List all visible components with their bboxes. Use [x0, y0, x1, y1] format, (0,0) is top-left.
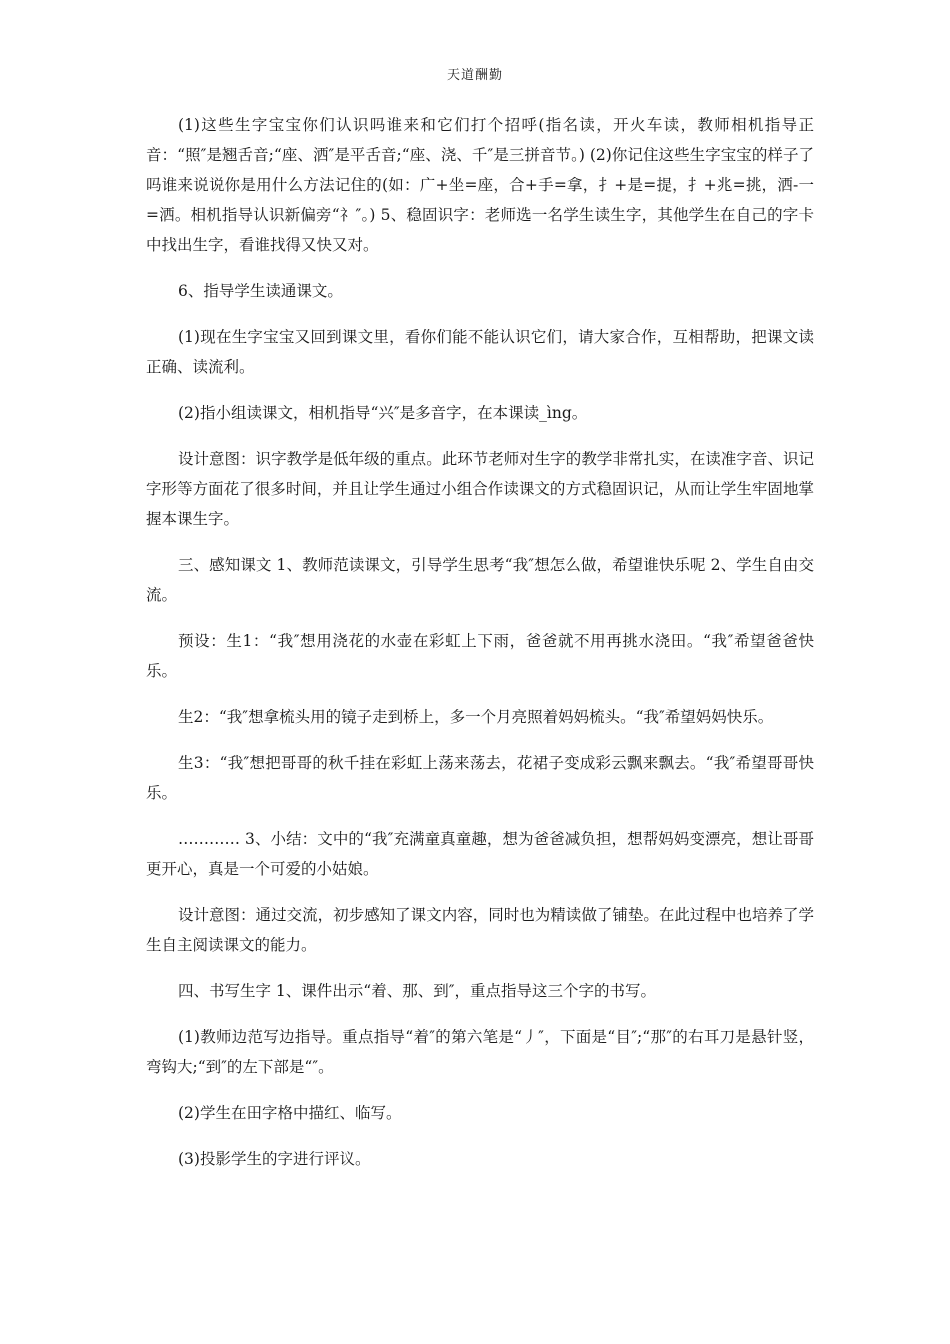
paragraph-design-intent-1: 设计意图：识字教学是低年级的重点。此环节老师对生字的教学非常扎实，在读准字音、识记字形等方面花了很多时间，并且让学生通过小组合作读课文的方式稳固识记，从而让学生牢固地掌握本课生字。 [146, 450, 814, 528]
paragraph-tracing: (2)学生在田字格中描红、临写。 [178, 1104, 402, 1122]
paragraph-summary: ………… 3、小结：文中的“我″充满童真童趣，想为爸爸减负担，想帮妈妈变漂亮，想让哥哥更开心，真是一个可爱的小姑娘。 [146, 830, 814, 878]
paragraph-design-intent-2: 设计意图：通过交流，初步感知了课文内容，同时也为精读做了铺垫。在此过程中也培养了学生自主阅读课文的能力。 [146, 906, 814, 954]
paragraph-writing-guidance: (1)教师边范写边指导。重点指导“着″的第六笔是“丿″，下面是“目″;“那″的右耳刀是悬针竖，弯钩大;“到″的左下部是“″。 [146, 1028, 814, 1076]
paragraph-student-3: 生3：“我″想把哥哥的秋千挂在彩虹上荡来荡去，花裙子变成彩云飘来飘去。“我″希望哥哥快乐。 [146, 754, 814, 802]
page-header: 天道酬勤 [446, 68, 503, 83]
paragraph-student-1: 预设：生1：“我″想用浇花的水壶在彩虹上下雨，爸爸就不用再挑水浇田。“我″希望爸爸快乐。 [146, 632, 814, 680]
paragraph-read-text-1: (1)现在生字宝宝又回到课文里，看你们能不能认识它们，请大家合作，互相帮助，把课文读正确、读流利。 [146, 328, 814, 376]
document-body [146, 110, 814, 1190]
paragraph-step-6-heading: 6、指导学生读通课文。 [178, 282, 343, 300]
paragraph-review: (3)投影学生的字进行评议。 [178, 1150, 371, 1168]
paragraph-literacy-greeting: (1)这些生字宝宝你们认识吗谁来和它们打个招呼(指名读，开火车读，教师相机指导正音：“照″是翘舌音;“座、洒″是平舌音;“座、浇、千″是三拼音节。) (2)你记住这些生字宝宝的样子了吗谁来说说你是用什么方法记住的(如：广+坐=座，合+手=拿，扌+是=提，扌+兆=挑，洒-一=洒。相机指导认识新偏旁“礻″。) 5、稳固识字：老师选一名学生读生字，其他学生在自己的字卡中找出生字，看谁找得又快又对。 [146, 116, 814, 254]
paragraph-section-4-writing: 四、书写生字 1、课件出示“着、那、到″，重点指导这三个字的书写。 [178, 982, 657, 1000]
paragraph-read-text-2: (2)指小组读课文，相机指导“兴″是多音字，在本课读_ìng。 [178, 404, 588, 422]
paragraph-section-3-perceive: 三、感知课文 1、教师范读课文，引导学生思考“我″想怎么做，希望谁快乐呢 2、学生自由交流。 [146, 556, 814, 604]
paragraph-student-2: 生2：“我″想拿梳头用的镜子走到桥上，多一个月亮照着妈妈梳头。“我″希望妈妈快乐。 [178, 708, 774, 726]
